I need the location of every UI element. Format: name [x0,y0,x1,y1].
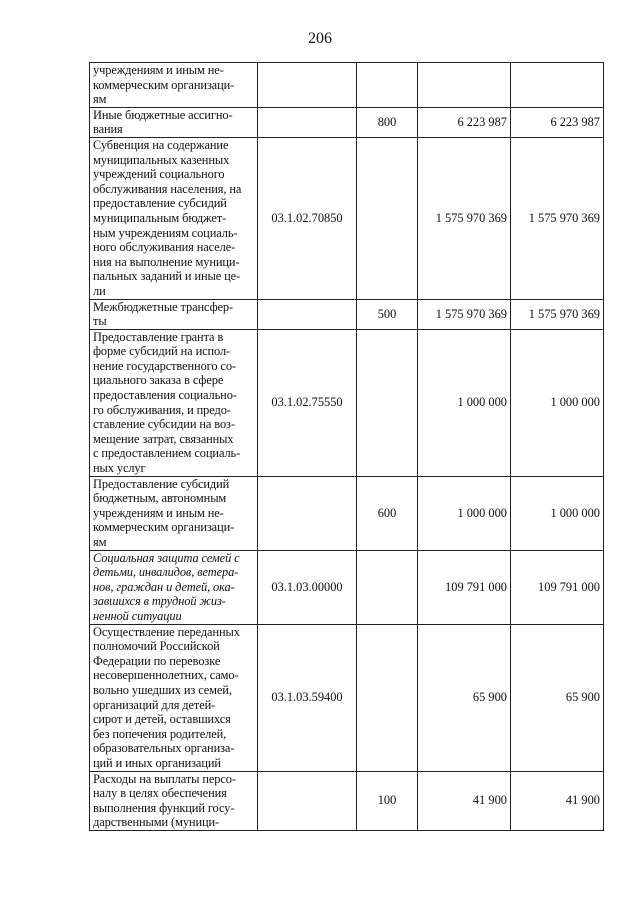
row-expense-type-cell [357,550,418,624]
row-amount-1-cell: 6 223 987 [418,107,511,137]
row-name-line: обслуживания населения, на [93,181,242,196]
row-expense-type-cell [357,63,418,108]
row-name-line: образовательных организа- [93,741,235,756]
row-amount-1-cell: 41 900 [418,771,511,830]
row-name-line: Предоставление субсидий [93,476,230,491]
row-name-line: коммерческим организаци- [93,77,235,92]
row-expense-type-cell: 100 [357,771,418,830]
row-amount-2-cell: 1 575 970 369 [511,299,604,329]
row-name-cell [90,63,258,108]
row-name-line: Межбюджетные трансфер- [93,299,234,314]
row-expense-type-cell [357,137,418,299]
row-name-line: полномочий Российской [93,639,220,654]
table-row [90,63,604,108]
table-row [90,137,604,299]
row-expense-type-cell [357,329,418,476]
row-amount-2-cell: 109 791 000 [511,550,604,624]
row-name-line: учреждений социального [93,167,225,182]
row-name-cell [90,107,258,137]
row-amount-1-cell: 1 575 970 369 [418,299,511,329]
row-name-line: ций и иных организаций [93,755,221,770]
row-name-line: го обслуживания, и предо- [93,402,231,417]
row-name-line: организаций для детей- [93,697,216,712]
row-amount-2-cell: 1 000 000 [511,476,604,550]
row-name-cell [90,329,258,476]
row-name-line: учреждениям и иным не- [93,505,224,520]
row-name-line: ям [93,535,107,549]
row-name-line: предоставление субсидий [93,196,227,211]
row-name-line: налу в целях обеспечения [93,786,227,801]
row-name-line: пальных заданий и иные це- [93,269,241,284]
table-row [90,107,604,137]
row-code-cell [258,771,357,830]
table-row [90,550,604,624]
row-name-line: Расходы на выплаты персо- [93,771,236,786]
row-name-line: без попечения родителей, [93,726,227,741]
budget-table-body [90,63,604,831]
row-amount-2-cell: 41 900 [511,771,604,830]
row-amount-1-cell [418,63,511,108]
table-row [90,771,604,830]
row-expense-type-cell: 500 [357,299,418,329]
row-name-line: коммерческим организаци- [93,520,235,535]
table-row [90,299,604,329]
row-name-line: ли [93,283,106,298]
row-name-line: Осуществление переданных [93,624,240,639]
row-name-line: нение государственного со- [93,358,236,373]
row-amount-1-cell: 109 791 000 [418,550,511,624]
row-name-line: дарственными (муници- [93,815,220,830]
row-name-line: Иные бюджетные ассигно- [93,107,233,122]
row-name-line: предоставления социально- [93,388,237,403]
row-name-cell [90,550,258,624]
row-name-line: Федерации по перевозке [93,653,221,668]
row-amount-1-cell: 1 000 000 [418,329,511,476]
row-name-line: сирот и детей, оставшихся [93,712,231,727]
page-number: 206 [308,30,332,47]
row-name-line: с предоставлением социаль- [93,446,241,461]
table-row [90,329,604,476]
row-amount-2-cell: 1 000 000 [511,329,604,476]
row-name-line: учреждениям и иным не- [93,63,224,77]
row-code-cell: 03.1.03.00000 [258,550,357,624]
row-name-line: муниципальных казенных [93,152,230,167]
row-code-cell [258,476,357,550]
row-name-line: циального заказа в сфере [93,373,224,388]
table-row [90,476,604,550]
row-name-line: ния на выполнение муници- [93,254,240,269]
row-name-line: ного обслуживания населе- [93,240,236,255]
row-name-line: ных услуг [93,461,146,476]
row-amount-2-cell: 6 223 987 [511,107,604,137]
row-name-line: нов, граждан и детей, ока- [93,579,235,594]
row-name-line: вания [93,122,123,137]
row-name-line: ставление субсидии на воз- [93,417,235,432]
row-name-line: Субвенция на содержание [93,137,229,152]
row-code-cell [258,63,357,108]
row-amount-1-cell: 65 900 [418,624,511,771]
row-name-line: вольно ушедших из семей, [93,682,232,697]
row-amount-1-cell: 1 575 970 369 [418,137,511,299]
row-name-line: ты [93,314,107,329]
row-expense-type-cell: 800 [357,107,418,137]
row-expense-type-cell: 600 [357,476,418,550]
budget-table [89,62,604,831]
row-expense-type-cell [357,624,418,771]
row-name-cell [90,137,258,299]
row-amount-2-cell [511,63,604,108]
row-amount-2-cell: 65 900 [511,624,604,771]
row-code-cell: 03.1.02.70850 [258,137,357,299]
row-amount-2-cell: 1 575 970 369 [511,137,604,299]
row-name-line: завшихся в трудной жиз- [93,594,226,609]
row-name-cell [90,771,258,830]
row-name-line: форме субсидий на испол- [93,344,231,359]
row-name-line: Предоставление гранта в [93,329,224,344]
row-name-line: ненной ситуации [93,608,182,623]
row-code-cell: 03.1.02.75550 [258,329,357,476]
row-code-cell [258,107,357,137]
table-row [90,624,604,771]
row-name-line: детьми, инвалидов, ветера- [93,565,239,580]
row-name-line: мещение затрат, связанных [93,431,234,446]
row-code-cell [258,299,357,329]
row-name-line: ным учреждениям социаль- [93,225,238,240]
row-name-line: Социальная защита семей с [93,550,240,565]
row-name-line: муниципальным бюджет- [93,210,227,225]
row-amount-1-cell: 1 000 000 [418,476,511,550]
row-name-line: несовершеннолетних, само- [93,668,239,683]
row-name-cell [90,299,258,329]
row-name-line: выполнения функций госу- [93,800,235,815]
row-name-cell [90,476,258,550]
row-name-line: бюджетным, автономным [93,491,227,506]
row-code-cell: 03.1.03.59400 [258,624,357,771]
row-name-line: ям [93,92,107,107]
row-name-cell [90,624,258,771]
